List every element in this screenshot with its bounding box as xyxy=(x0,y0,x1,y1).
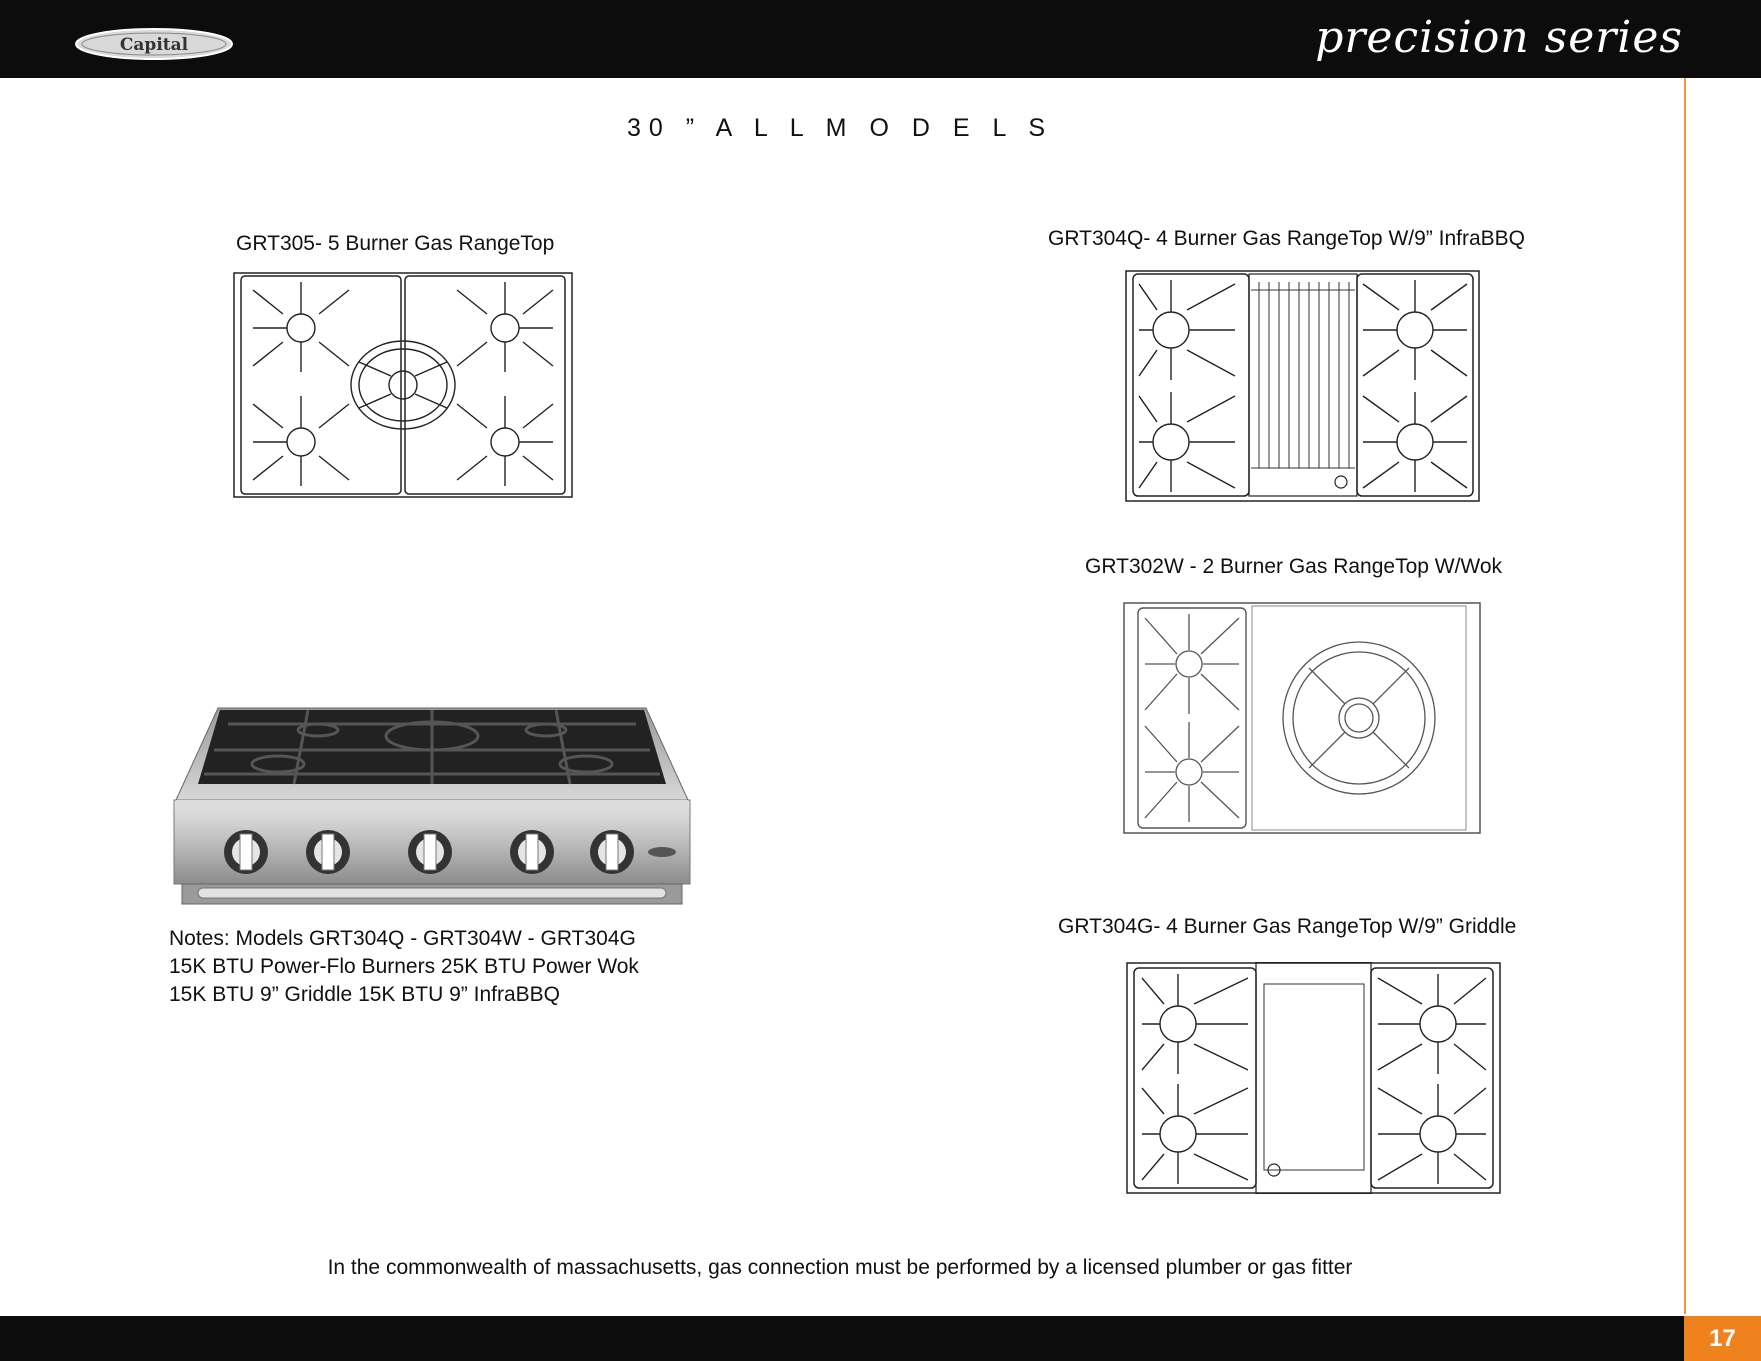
page-number: 17 xyxy=(1684,1316,1761,1361)
brand-text: Capital xyxy=(119,35,189,55)
series-title: precision series xyxy=(1315,12,1683,63)
model-label-grt304g: GRT304G- 4 Burner Gas RangeTop W/9” Griddle xyxy=(1058,915,1517,938)
header-bar xyxy=(0,0,1761,78)
side-accent-line xyxy=(1684,78,1686,1314)
notes-block xyxy=(169,925,639,1009)
section-heading: 30 ” A L L M O D E L S xyxy=(626,114,1054,142)
model-label-grt305: GRT305- 5 Burner Gas RangeTop xyxy=(236,232,555,255)
notes-line: Notes: Models GRT304Q - GRT304W - GRT304G xyxy=(169,927,636,950)
capital-logo xyxy=(74,27,234,61)
installation-footnote: In the commonwealth of massachusetts, gas connection must be performed by a licensed plumber or gas fitter xyxy=(327,1256,1353,1279)
model-label-grt304q: GRT304Q- 4 Burner Gas RangeTop W/9” InfraBBQ xyxy=(1048,227,1525,250)
notes-line: 15K BTU Power-Flo Burners 25K BTU Power Wok xyxy=(169,955,639,978)
grt305-diagram xyxy=(233,272,573,498)
footer-bar xyxy=(0,1316,1761,1361)
grt304g-diagram xyxy=(1126,962,1501,1194)
notes-line: 15K BTU 9” Griddle 15K BTU 9” InfraBBQ xyxy=(169,983,560,1006)
rangetop-product-image xyxy=(168,700,696,910)
model-label-grt302w: GRT302W - 2 Burner Gas RangeTop W/Wok xyxy=(1085,555,1503,578)
grt304q-diagram xyxy=(1125,270,1480,502)
grt302w-diagram xyxy=(1123,602,1481,834)
